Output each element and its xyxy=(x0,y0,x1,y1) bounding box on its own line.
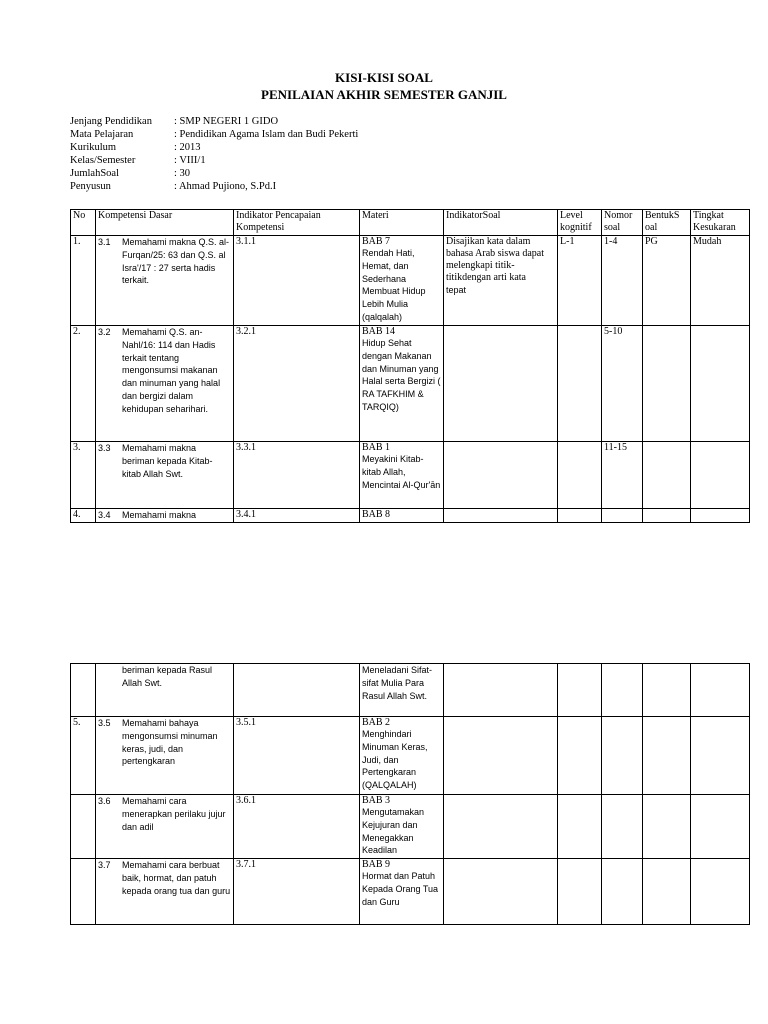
info-row xyxy=(70,141,358,154)
cell-tingkat xyxy=(691,717,750,795)
cell-materi xyxy=(360,664,444,717)
cell-nomor: 1-4 xyxy=(602,236,643,326)
kd-code xyxy=(98,664,122,690)
kd-text: Memahami cara menerapkan perilaku jujur dan adil xyxy=(122,796,226,832)
materi-title: BAB 1 xyxy=(362,442,391,453)
cell-bentuk xyxy=(643,859,691,925)
kd-code: 3.6 xyxy=(98,796,111,806)
info-label: Kurikulum xyxy=(70,142,117,153)
indikator-soal-tail: tepat xyxy=(446,285,467,295)
cell-level xyxy=(558,717,602,795)
cell-kd xyxy=(96,664,234,717)
cell-tingkat xyxy=(691,326,750,442)
kd-code: 3.2 xyxy=(98,327,111,337)
col-header-indikator-soal: IndikatorSoal xyxy=(444,210,558,236)
cell-kd xyxy=(96,326,234,442)
table-row xyxy=(71,509,750,523)
table-row xyxy=(71,717,750,795)
table-row xyxy=(71,326,750,442)
cell-indikator-soal xyxy=(444,442,558,509)
col-header-level: Level kognitif xyxy=(558,210,602,236)
cell-level xyxy=(558,795,602,859)
info-label: Kelas/Semester xyxy=(70,155,136,166)
cell-kd xyxy=(96,509,234,523)
kisi-kisi-table-page-2 xyxy=(70,663,750,925)
cell-bentuk xyxy=(643,717,691,795)
kd-text: Memahami makna xyxy=(122,510,197,520)
info-value: : 2013 xyxy=(174,142,201,153)
kd-code: 3.3 xyxy=(98,443,111,453)
cell-kd xyxy=(96,859,234,925)
cell-tingkat xyxy=(691,859,750,925)
cell-kd xyxy=(96,442,234,509)
col-header-indikator-pk: Indikator Pencapaian Kompetensi xyxy=(234,210,360,236)
materi-body: Hormat dan Patuh Kepada Orang Tua dan Guru xyxy=(362,871,439,907)
info-label: Mata Pelajaran xyxy=(70,129,134,140)
materi-body: Meneladani Sifat-sifat Mulia Para Rasul Allah Swt. xyxy=(362,665,433,701)
cell-materi xyxy=(360,326,444,442)
kisi-kisi-table-page-1 xyxy=(70,209,750,523)
kd-text: Memahami cara berbuat baik, hormat, dan patuh kepada orang tua dan guru xyxy=(122,860,231,896)
cell-ipk: 3.4.1 xyxy=(234,509,360,523)
cell-nomor: 5-10 xyxy=(602,326,643,442)
cell-no: 1. xyxy=(71,236,96,326)
materi-body: Hidup Sehat dengan Makanan dan Minuman yang Halal serta Bergizi ( RA TAFKHIM & TARQIQ) xyxy=(362,338,441,412)
table-row xyxy=(71,442,750,509)
kd-code: 3.4 xyxy=(98,510,111,520)
materi-body: Meyakini Kitab-kitab Allah, Mencintai Al-Qur'ān xyxy=(362,454,441,490)
materi-title: BAB 7 xyxy=(362,236,391,247)
cell-materi xyxy=(360,509,444,523)
materi-body: Menghindari Minuman Keras, Judi, dan Pertengkaran (QALQALAH) xyxy=(362,729,428,791)
kd-code: 3.5 xyxy=(98,718,111,728)
cell-level xyxy=(558,509,602,523)
cell-tingkat xyxy=(691,664,750,717)
cell-indikator-soal xyxy=(444,509,558,523)
cell-nomor: 11-15 xyxy=(602,442,643,509)
cell-level xyxy=(558,326,602,442)
cell-no: 2. xyxy=(71,326,96,442)
cell-level: L-1 xyxy=(558,236,602,326)
info-label: Jenjang Pendidikan xyxy=(70,116,152,127)
cell-level xyxy=(558,664,602,717)
info-value: : Pendidikan Agama Islam dan Budi Pekerti xyxy=(174,129,359,140)
cell-tingkat xyxy=(691,442,750,509)
table-header-row xyxy=(71,210,750,236)
cell-no: 5. xyxy=(71,717,96,795)
info-row xyxy=(70,115,358,128)
kd-code: 3.1 xyxy=(98,237,111,247)
cell-indikator-soal xyxy=(444,859,558,925)
materi-title: BAB 14 xyxy=(362,326,396,337)
cell-bentuk xyxy=(643,326,691,442)
cell-kd xyxy=(96,236,234,326)
cell-ipk: 3.7.1 xyxy=(234,859,360,925)
document-title: KISI-KISI SOAL xyxy=(335,70,433,85)
info-row xyxy=(70,180,358,193)
document-info xyxy=(70,115,358,193)
kd-text: Memahami makna Q.S. al-Furqan/25: 63 dan Q.S. al Isra'/17 : 27 serta hadis terkait. xyxy=(122,237,230,286)
cell-no xyxy=(71,859,96,925)
info-row xyxy=(70,128,358,141)
cell-bentuk xyxy=(643,664,691,717)
cell-nomor xyxy=(602,664,643,717)
cell-indikator-soal xyxy=(444,717,558,795)
kd-text: Memahami Q.S. an-Nahl/16: 114 dan Hadis terkait tentang mengonsumsi makanan dan minuman yang halal dan bergizi dalam kehidupan seharihari. xyxy=(122,327,221,414)
cell-kd xyxy=(96,795,234,859)
cell-ipk xyxy=(234,664,360,717)
cell-level xyxy=(558,859,602,925)
cell-no: 3. xyxy=(71,442,96,509)
cell-ipk: 3.2.1 xyxy=(234,326,360,442)
info-value: : 30 xyxy=(174,168,191,179)
cell-ipk: 3.5.1 xyxy=(234,717,360,795)
materi-title: BAB 3 xyxy=(362,795,391,806)
cell-materi xyxy=(360,795,444,859)
materi-title: BAB 2 xyxy=(362,717,391,728)
col-header-no: No xyxy=(71,210,96,236)
kd-text: beriman kepada Rasul Allah Swt. xyxy=(122,665,213,688)
materi-title: BAB 9 xyxy=(362,859,391,870)
col-header-tingkat: Tingkat Kesukaran xyxy=(691,210,750,236)
cell-nomor xyxy=(602,509,643,523)
cell-nomor xyxy=(602,717,643,795)
kd-code: 3.7 xyxy=(98,860,111,870)
cell-kd xyxy=(96,717,234,795)
info-value: : VIII/1 xyxy=(174,155,206,166)
materi-title: BAB 8 xyxy=(362,509,391,520)
info-row xyxy=(70,167,358,180)
cell-nomor xyxy=(602,859,643,925)
cell-no xyxy=(71,664,96,717)
cell-ipk: 3.6.1 xyxy=(234,795,360,859)
kd-text: Memahami bahaya mengonsumsi minuman keras, judi, dan pertengkaran xyxy=(122,718,218,767)
table-row xyxy=(71,795,750,859)
cell-bentuk xyxy=(643,795,691,859)
materi-body: Mengutamakan Kejujuran dan Menegakkan Keadilan xyxy=(362,807,425,856)
cell-ipk: 3.3.1 xyxy=(234,442,360,509)
materi-body: Rendah Hati, Hemat, dan Sederhana Membuat Hidup Lebih Mulia (qalqalah) xyxy=(362,248,426,322)
cell-tingkat: Mudah xyxy=(691,236,750,326)
cell-no: 4. xyxy=(71,509,96,523)
cell-materi xyxy=(360,859,444,925)
document-subtitle: PENILAIAN AKHIR SEMESTER GANJIL xyxy=(261,87,507,102)
info-row xyxy=(70,154,358,167)
info-label: Penyusun xyxy=(70,181,111,192)
col-header-nomor: Nomor soal xyxy=(602,210,643,236)
cell-indikator-soal xyxy=(444,795,558,859)
cell-nomor xyxy=(602,795,643,859)
cell-materi xyxy=(360,442,444,509)
cell-bentuk xyxy=(643,442,691,509)
cell-bentuk: PG xyxy=(643,236,691,326)
table-row xyxy=(71,859,750,925)
indikator-soal-text: Disajikan kata dalam bahasa Arab siswa dapat melengkapi titik-titikdengan arti kata xyxy=(446,236,545,283)
cell-tingkat xyxy=(691,795,750,859)
info-value: : SMP NEGERI 1 GIDO xyxy=(174,116,279,127)
col-header-kd: Kompetensi Dasar xyxy=(96,210,234,236)
info-value: : Ahmad Pujiono, S.Pd.I xyxy=(174,181,277,192)
kd-text: Memahami makna beriman kepada Kitab-kitab Allah Swt. xyxy=(122,443,213,479)
cell-ipk: 3.1.1 xyxy=(234,236,360,326)
cell-materi xyxy=(360,236,444,326)
cell-indikator-soal xyxy=(444,236,558,326)
cell-indikator-soal xyxy=(444,326,558,442)
cell-tingkat xyxy=(691,509,750,523)
info-label: JumlahSoal xyxy=(70,168,119,179)
cell-level xyxy=(558,442,602,509)
col-header-bentuk: BentukS oal xyxy=(643,210,691,236)
cell-indikator-soal xyxy=(444,664,558,717)
cell-materi xyxy=(360,717,444,795)
cell-bentuk xyxy=(643,509,691,523)
table-row xyxy=(71,236,750,326)
col-header-materi: Materi xyxy=(360,210,444,236)
table-row xyxy=(71,664,750,717)
cell-no xyxy=(71,795,96,859)
